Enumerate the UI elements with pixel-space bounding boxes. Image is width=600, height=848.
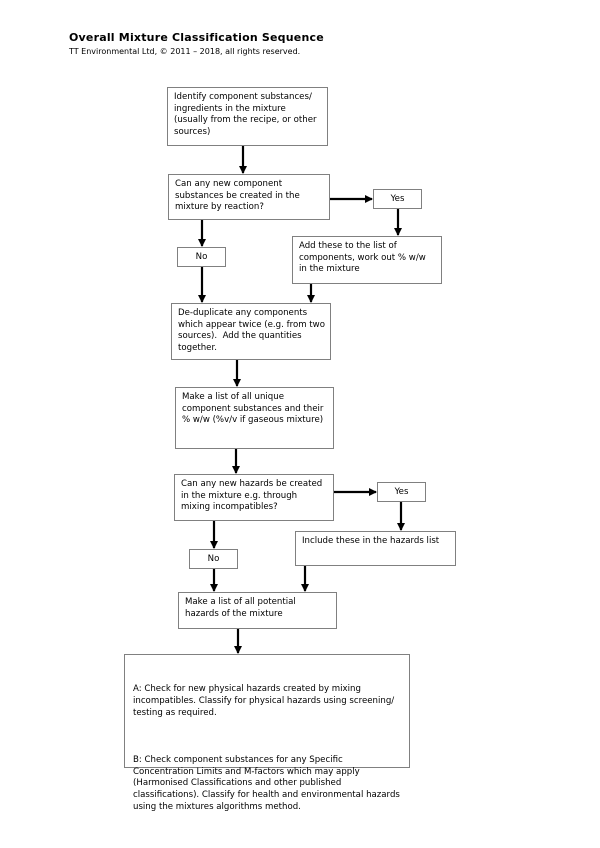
flow-node-yes-hazards: Yes bbox=[377, 482, 426, 502]
flow-node-no-hazards: No bbox=[189, 549, 238, 569]
flow-node-add-to-list: Add these to the list of components, work out % w/w in the mixture bbox=[292, 236, 442, 284]
flow-node-identify-components: Identify component substances/ ingredients in the mixture (usually from the recipe, or other sources) bbox=[167, 87, 328, 146]
flow-node-include-hazards: Include these in the hazards list bbox=[295, 531, 456, 566]
final-paragraph-a: A: Check for new physical hazards created by mixing incompatibles. Classify for physical hazards using screening/ testing as required. bbox=[133, 684, 397, 718]
page-subtitle: TT Environmental Ltd, © 2011 – 2018, all rights reserved. bbox=[69, 47, 301, 56]
final-paragraph-b: B: Check component substances for any Specific Concentration Limits and M-factors which may apply (Harmonised Classifications and other published classifications). Classify for health and environmental hazards using the mixtures algorithms method. bbox=[133, 754, 403, 812]
flow-node-new-hazards-question: Can any new hazards be created in the mixture e.g. through mixing incompatibles? bbox=[174, 474, 334, 521]
page-title: Overall Mixture Classification Sequence bbox=[69, 31, 324, 44]
flow-node-deduplicate: De-duplicate any components which appear twice (e.g. from two sources). Add the quantities together. bbox=[171, 303, 331, 360]
flow-node-final-classification bbox=[124, 654, 410, 812]
flow-node-no-reaction: No bbox=[177, 247, 226, 267]
flow-node-unique-list: Make a list of all unique component substances and their % w/w (%v/v if gaseous mixture) bbox=[175, 387, 334, 449]
flow-node-yes-reaction: Yes bbox=[373, 189, 422, 209]
flow-node-potential-hazards: Make a list of all potential hazards of the mixture bbox=[178, 592, 337, 629]
flow-node-new-components-question: Can any new component substances be created in the mixture by reaction? bbox=[168, 174, 330, 220]
